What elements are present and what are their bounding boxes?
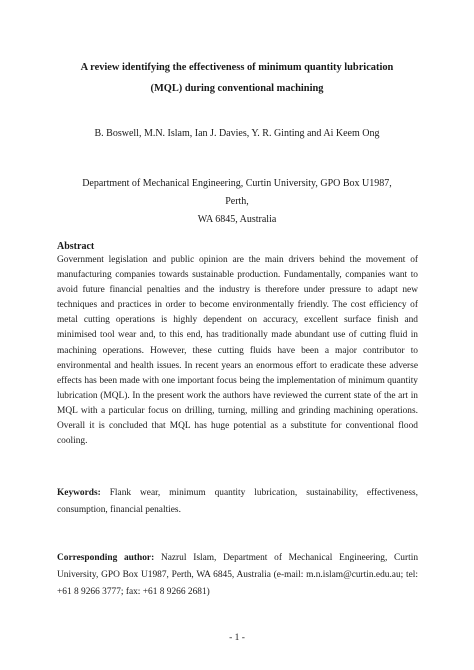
corresponding-author-label: Corresponding author:: [57, 553, 155, 563]
corresponding-author-section: [57, 550, 418, 601]
keywords-section: [57, 485, 418, 519]
paper-title: [40, 57, 434, 99]
keywords-label: Keywords:: [57, 488, 101, 498]
affiliation-line-2: WA 6845, Australia: [197, 214, 277, 225]
affiliation: [70, 175, 404, 229]
abstract-heading: Abstract: [57, 241, 95, 252]
abstract-body: Government legislation and public opinion are the main drivers behind the movement of manufacturing companies towards sustainable production. Fundamentally, companies want to avoid future financial penalties and the industry is therefore under pressure to adapt new techniques and practices in order to become environmentally friendly. The cost efficiency of metal cutting operations is highly dependent on accuracy, excellent surface finish and minimised tool wear and, to this end, has traditionally made abundant use of cutting fluid in machining operations. However, these cutting fluids have been a major contributor to environmental and health issues. In recent years an enormous effort to eradicate these adverse effects has been made with one important focus being the implementation of minimum quantity lubrication (MQL). In the present work the authors have reviewed the current state of the art in MQL with a particular focus on drilling, turning, milling and grinding machining operations. Overall it is concluded that MQL has huge potential as a substitute for conventional flood cooling.: [57, 255, 418, 447]
affiliation-line-1: Department of Mechanical Engineering, Curtin University, GPO Box U1987, Perth,: [82, 178, 392, 207]
corresponding-author-text: Nazrul Islam, Department of Mechanical Engineering, Curtin University, GPO Box U1987, Perth, WA 6845, Australia (e-mail: m.n.islam@curtin.edu.au; tel: +61 8 9266 3777; fax: +61 8 9266 2681): [57, 553, 419, 597]
keywords-text: Flank wear, minimum quantity lubrication, sustainability, effectiveness, consumption, financial penalties.: [57, 488, 419, 515]
paper-title-line-1: A review identifying the effectiveness of minimum quantity lubrication: [80, 62, 394, 73]
page-number: - 1 -: [229, 633, 245, 643]
author-list: B. Boswell, M.N. Islam, Ian J. Davies, Y. R. Ginting and Ai Keem Ong: [94, 128, 380, 139]
paper-title-line-2: (MQL) during conventional machining: [150, 83, 324, 94]
